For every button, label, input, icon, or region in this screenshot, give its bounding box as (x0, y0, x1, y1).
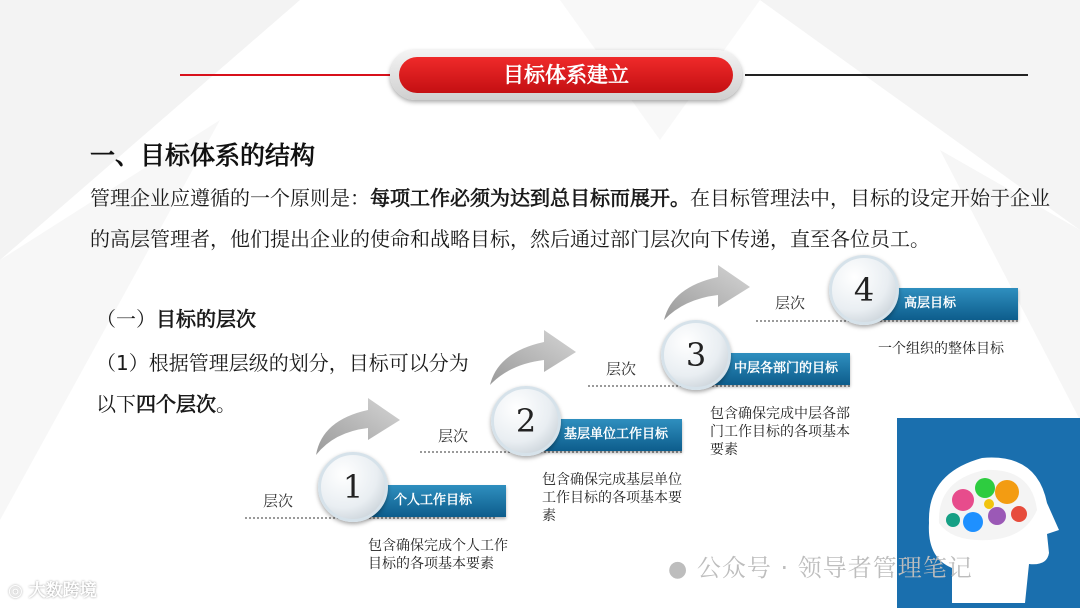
level-4-label: 高层目标 (868, 288, 1018, 320)
level-3-label: 中层各部门的目标 (698, 353, 850, 385)
level-1-number: 1 (318, 452, 388, 522)
level-1-label: 个人工作目标 (358, 485, 506, 517)
level-2-number: 2 (491, 386, 561, 456)
sub2-bold: 四个层次 (136, 392, 216, 416)
para-bold: 每项工作必须为达到总目标而展开。 (370, 186, 690, 210)
sub2-end: 。 (216, 392, 236, 416)
sub-prefix: （一） (96, 307, 156, 331)
level-1-desc: 包含确保完成个人工作目标的各项基本要素 (368, 538, 508, 572)
watermark-text: 公众号 · 领导者管理笔记 (696, 554, 973, 582)
para-end: 在目标管理法中，目标的设定开始于企业的高层管理者，他们提出企业的使命和战略目标，然后通过部门层次向下传递，直至各位员工。 (90, 186, 1050, 251)
arrow-icon (316, 398, 400, 455)
arrow-icon (664, 265, 750, 320)
level-2-word: 层次 (438, 427, 469, 445)
level-4-desc: 一个组织的整体目标 (878, 341, 1004, 357)
level-2-desc: 包含确保完成基层单位工作目标的各项基本要素 (542, 472, 682, 524)
logo-text: 大数跨境 (28, 581, 97, 601)
level-3-word: 层次 (606, 360, 637, 378)
page-title: 目标体系建立 (399, 57, 733, 93)
level-1-word: 层次 (263, 492, 294, 510)
level-4-word: 层次 (775, 294, 806, 312)
level-3-number: 3 (661, 320, 731, 390)
sub2-start: （1）根据管理层级的划分，目标可以分为以下 (96, 351, 469, 416)
wechat-icon: ● (668, 557, 689, 582)
logo-icon: ◎ (8, 581, 23, 601)
level-3-desc: 包含确保完成中层各部门工作目标的各项基本要素 (710, 406, 850, 458)
section-heading: 一、目标体系的结构 (90, 141, 316, 170)
para-start: 管理企业应遵循的一个原则是： (90, 186, 370, 210)
level-4-number: 4 (829, 255, 899, 325)
level-2-label: 基层单位工作目标 (528, 419, 682, 451)
sub-bold: 目标的层次 (156, 307, 256, 331)
arrow-icon (490, 330, 576, 385)
